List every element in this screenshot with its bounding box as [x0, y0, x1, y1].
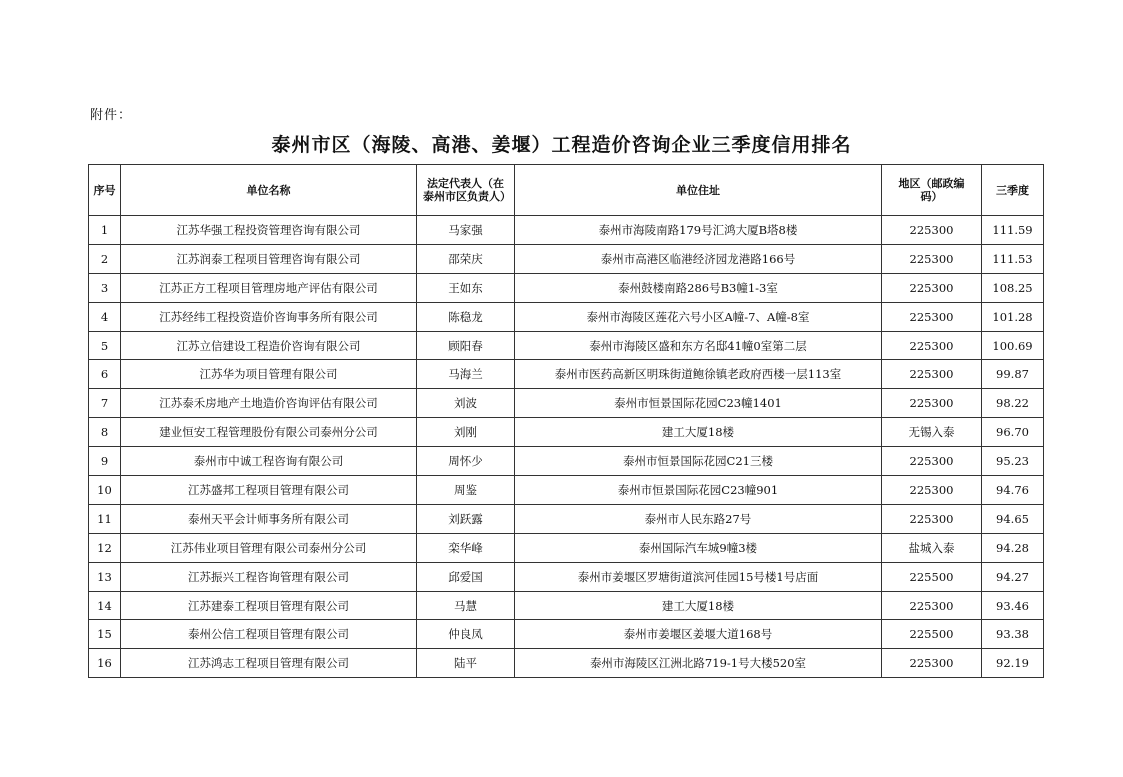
- cell-representative: 仲良凤: [417, 620, 515, 649]
- cell-company: 泰州天平会计师事务所有限公司: [121, 504, 417, 533]
- cell-company: 江苏建泰工程项目管理有限公司: [121, 591, 417, 620]
- cell-representative: 陈稳龙: [417, 302, 515, 331]
- cell-score: 92.19: [982, 649, 1044, 678]
- table-row: [89, 533, 1044, 562]
- cell-address: 泰州市姜堰区姜堰大道168号: [515, 620, 882, 649]
- table-row: [89, 649, 1044, 678]
- table-row: [89, 447, 1044, 476]
- table-row: [89, 216, 1044, 245]
- cell-region: 225300: [882, 447, 982, 476]
- cell-region: 225300: [882, 216, 982, 245]
- cell-address: 泰州市医药高新区明珠街道鲍徐镇老政府西楼一层113室: [515, 360, 882, 389]
- cell-representative: 马海兰: [417, 360, 515, 389]
- cell-index: 8: [89, 418, 121, 447]
- cell-representative: 陆平: [417, 649, 515, 678]
- cell-representative: 邱爱国: [417, 562, 515, 591]
- table-row: [89, 476, 1044, 505]
- cell-score: 108.25: [982, 273, 1044, 302]
- cell-score: 93.38: [982, 620, 1044, 649]
- table-row: [89, 360, 1044, 389]
- cell-representative: 刘波: [417, 389, 515, 418]
- document-title: 泰州市区（海陵、高港、姜堰）工程造价咨询企业三季度信用排名: [271, 134, 852, 156]
- header-score: 三季度: [982, 165, 1044, 216]
- cell-address: 泰州市海陵区江洲北路719-1号大楼520室: [515, 649, 882, 678]
- cell-address: 泰州市海陵区盛和东方名邸41幢0室第二层: [515, 331, 882, 360]
- cell-region: 225500: [882, 620, 982, 649]
- cell-address: 泰州市恒景国际花园C23幢901: [515, 476, 882, 505]
- table-row: [89, 331, 1044, 360]
- cell-index: 14: [89, 591, 121, 620]
- cell-score: 94.28: [982, 533, 1044, 562]
- cell-score: 98.22: [982, 389, 1044, 418]
- cell-company: 泰州公信工程项目管理有限公司: [121, 620, 417, 649]
- cell-representative: 周怀少: [417, 447, 515, 476]
- cell-company: 江苏正方工程项目管理房地产评估有限公司: [121, 273, 417, 302]
- cell-address: 泰州国际汽车城9幢3楼: [515, 533, 882, 562]
- cell-index: 15: [89, 620, 121, 649]
- cell-company: 江苏伟业项目管理有限公司泰州分公司: [121, 533, 417, 562]
- cell-score: 94.27: [982, 562, 1044, 591]
- cell-score: 93.46: [982, 591, 1044, 620]
- table-row: [89, 302, 1044, 331]
- cell-address: 泰州市恒景国际花园C23幢1401: [515, 389, 882, 418]
- cell-address: 泰州市海陵区莲花六号小区A幢-7、A幢-8室: [515, 302, 882, 331]
- header-address: 单位住址: [515, 165, 882, 216]
- cell-representative: 马慧: [417, 591, 515, 620]
- table-body: [89, 216, 1044, 678]
- cell-address: 泰州市姜堰区罗塘街道滨河佳园15号楼1号店面: [515, 562, 882, 591]
- cell-region: 225300: [882, 331, 982, 360]
- cell-region: 225300: [882, 273, 982, 302]
- cell-address: 建工大厦18楼: [515, 418, 882, 447]
- cell-company: 泰州市中诚工程咨询有限公司: [121, 447, 417, 476]
- ranking-table: [88, 164, 1044, 678]
- cell-region: 225300: [882, 649, 982, 678]
- table-row: [89, 620, 1044, 649]
- cell-region: 225300: [882, 504, 982, 533]
- table-row: [89, 244, 1044, 273]
- cell-address: 泰州市人民东路27号: [515, 504, 882, 533]
- cell-region: 225300: [882, 389, 982, 418]
- cell-region: 225300: [882, 360, 982, 389]
- cell-region: 225300: [882, 591, 982, 620]
- cell-company: 江苏润泰工程项目管理咨询有限公司: [121, 244, 417, 273]
- cell-region: 225300: [882, 244, 982, 273]
- cell-index: 6: [89, 360, 121, 389]
- cell-index: 4: [89, 302, 121, 331]
- cell-score: 99.87: [982, 360, 1044, 389]
- cell-region: 225300: [882, 476, 982, 505]
- table-row: [89, 591, 1044, 620]
- cell-representative: 周鉴: [417, 476, 515, 505]
- table-header-row: [89, 165, 1044, 216]
- cell-company: 江苏振兴工程咨询管理有限公司: [121, 562, 417, 591]
- cell-index: 16: [89, 649, 121, 678]
- cell-representative: 马家强: [417, 216, 515, 245]
- attachment-label: 附件：: [90, 108, 133, 123]
- header-company: 单位名称: [121, 165, 417, 216]
- cell-index: 13: [89, 562, 121, 591]
- header-index: 序号: [89, 165, 121, 216]
- cell-region: 225500: [882, 562, 982, 591]
- cell-address: 建工大厦18楼: [515, 591, 882, 620]
- cell-address: 泰州鼓楼南路286号B3幢1-3室: [515, 273, 882, 302]
- cell-index: 7: [89, 389, 121, 418]
- cell-region: 无锡入泰: [882, 418, 982, 447]
- cell-index: 11: [89, 504, 121, 533]
- cell-company: 江苏泰禾房地产土地造价咨询评估有限公司: [121, 389, 417, 418]
- header-representative: 法定代表人（在泰州市区负责人）: [417, 165, 515, 216]
- table-row: [89, 504, 1044, 533]
- cell-representative: 刘刚: [417, 418, 515, 447]
- table-row: [89, 418, 1044, 447]
- cell-representative: 顾阳春: [417, 331, 515, 360]
- cell-address: 泰州市恒景国际花园C21三楼: [515, 447, 882, 476]
- cell-index: 9: [89, 447, 121, 476]
- cell-address: 泰州市高港区临港经济园龙港路166号: [515, 244, 882, 273]
- cell-company: 江苏鸿志工程项目管理有限公司: [121, 649, 417, 678]
- table-row: [89, 389, 1044, 418]
- cell-representative: 王如东: [417, 273, 515, 302]
- cell-score: 94.65: [982, 504, 1044, 533]
- cell-score: 96.70: [982, 418, 1044, 447]
- cell-company: 江苏立信建设工程造价咨询有限公司: [121, 331, 417, 360]
- cell-company: 建业恒安工程管理股份有限公司泰州分公司: [121, 418, 417, 447]
- cell-index: 12: [89, 533, 121, 562]
- cell-score: 94.76: [982, 476, 1044, 505]
- cell-region: 225300: [882, 302, 982, 331]
- cell-region: 盐城入泰: [882, 533, 982, 562]
- cell-score: 95.23: [982, 447, 1044, 476]
- cell-company: 江苏华强工程投资管理咨询有限公司: [121, 216, 417, 245]
- cell-company: 江苏华为项目管理有限公司: [121, 360, 417, 389]
- cell-company: 江苏盛邦工程项目管理有限公司: [121, 476, 417, 505]
- cell-index: 5: [89, 331, 121, 360]
- cell-index: 2: [89, 244, 121, 273]
- table-row: [89, 562, 1044, 591]
- header-region: 地区（邮政编码）: [882, 165, 982, 216]
- cell-score: 101.28: [982, 302, 1044, 331]
- cell-index: 10: [89, 476, 121, 505]
- cell-score: 111.53: [982, 244, 1044, 273]
- cell-score: 111.59: [982, 216, 1044, 245]
- cell-representative: 刘跃露: [417, 504, 515, 533]
- table-row: [89, 273, 1044, 302]
- cell-score: 100.69: [982, 331, 1044, 360]
- cell-index: 1: [89, 216, 121, 245]
- cell-representative: 邵荣庆: [417, 244, 515, 273]
- cell-representative: 栾华峰: [417, 533, 515, 562]
- cell-index: 3: [89, 273, 121, 302]
- cell-address: 泰州市海陵南路179号汇鸿大厦B塔8楼: [515, 216, 882, 245]
- cell-company: 江苏经纬工程投资造价咨询事务所有限公司: [121, 302, 417, 331]
